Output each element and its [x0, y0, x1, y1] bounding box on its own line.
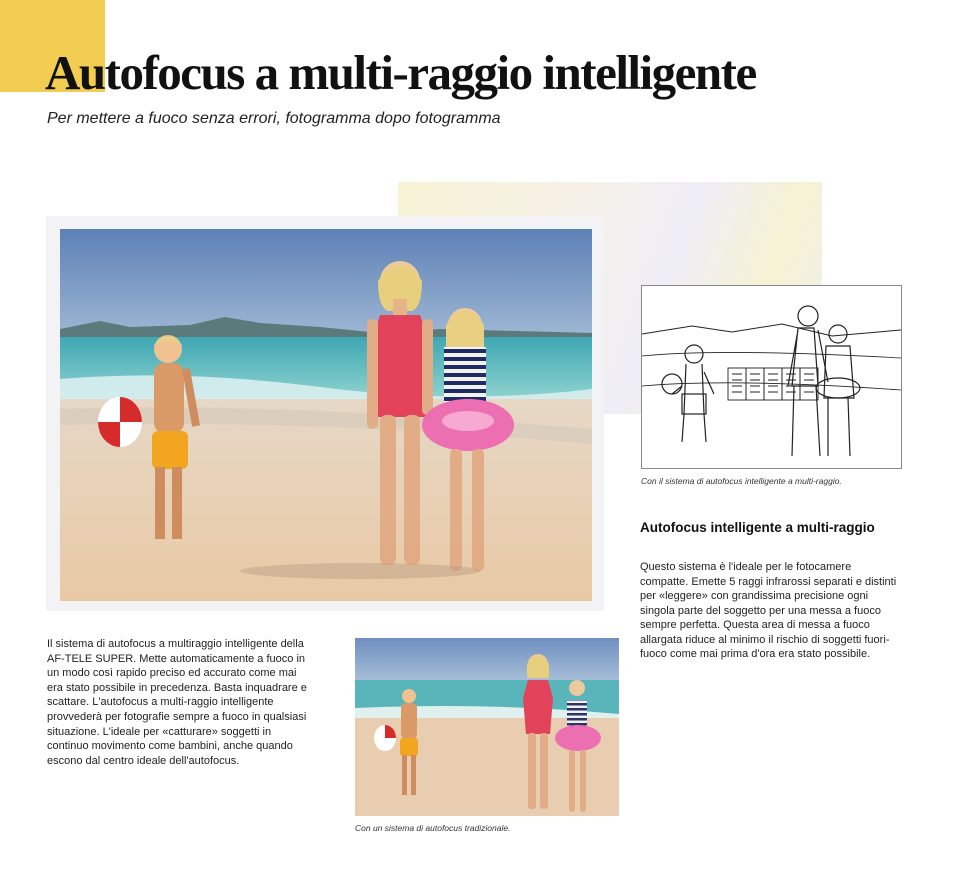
page-title: Autofocus a multi-raggio intelligente: [45, 45, 756, 100]
diagram-caption: Con il sistema di autofocus intelligente a multi-raggio.: [641, 476, 842, 486]
traditional-af-photo: [355, 638, 619, 816]
sidebar-heading: Autofocus intelligente a multi-raggio: [640, 520, 875, 535]
main-body-text: Il sistema di autofocus a multiraggio intelligente della AF-TELE SUPER. Mette automaticamente a fuoco in un modo così rapido preciso ed accurato come mai era stato possibile in precedenza. Basta inquadrare e scattare. L'autofocus a multi-raggio intelligente provvederà per fotografie sempre a fuoco in qualsiasi situazione. L'ideale per «catturare» soggetti in continuo movimento come bambini, anche quando escono dal centro ideale dell'autofocus.: [47, 638, 307, 767]
page-subtitle: Per mettere a fuoco senza errori, fotogramma dopo fotogramma: [47, 110, 501, 127]
small-photo-caption: Con un sistema di autofocus tradizionale.: [355, 823, 511, 833]
multi-beam-diagram: [641, 285, 902, 469]
main-beach-photo: [60, 229, 592, 601]
sidebar-body: Questo sistema è l'ideale per le fotocamere compatte. Emette 5 raggi infrarossi separati e distinti per «leggere» con grandissima precisione ogni singola parte del soggetto per una messa a fuoco sempre perfetta. Questa area di messa a fuoco allargata riduce al minimo il rischio di soggetti fuori-fuoco come mai prima d'ora era stato possibile.: [640, 561, 897, 660]
